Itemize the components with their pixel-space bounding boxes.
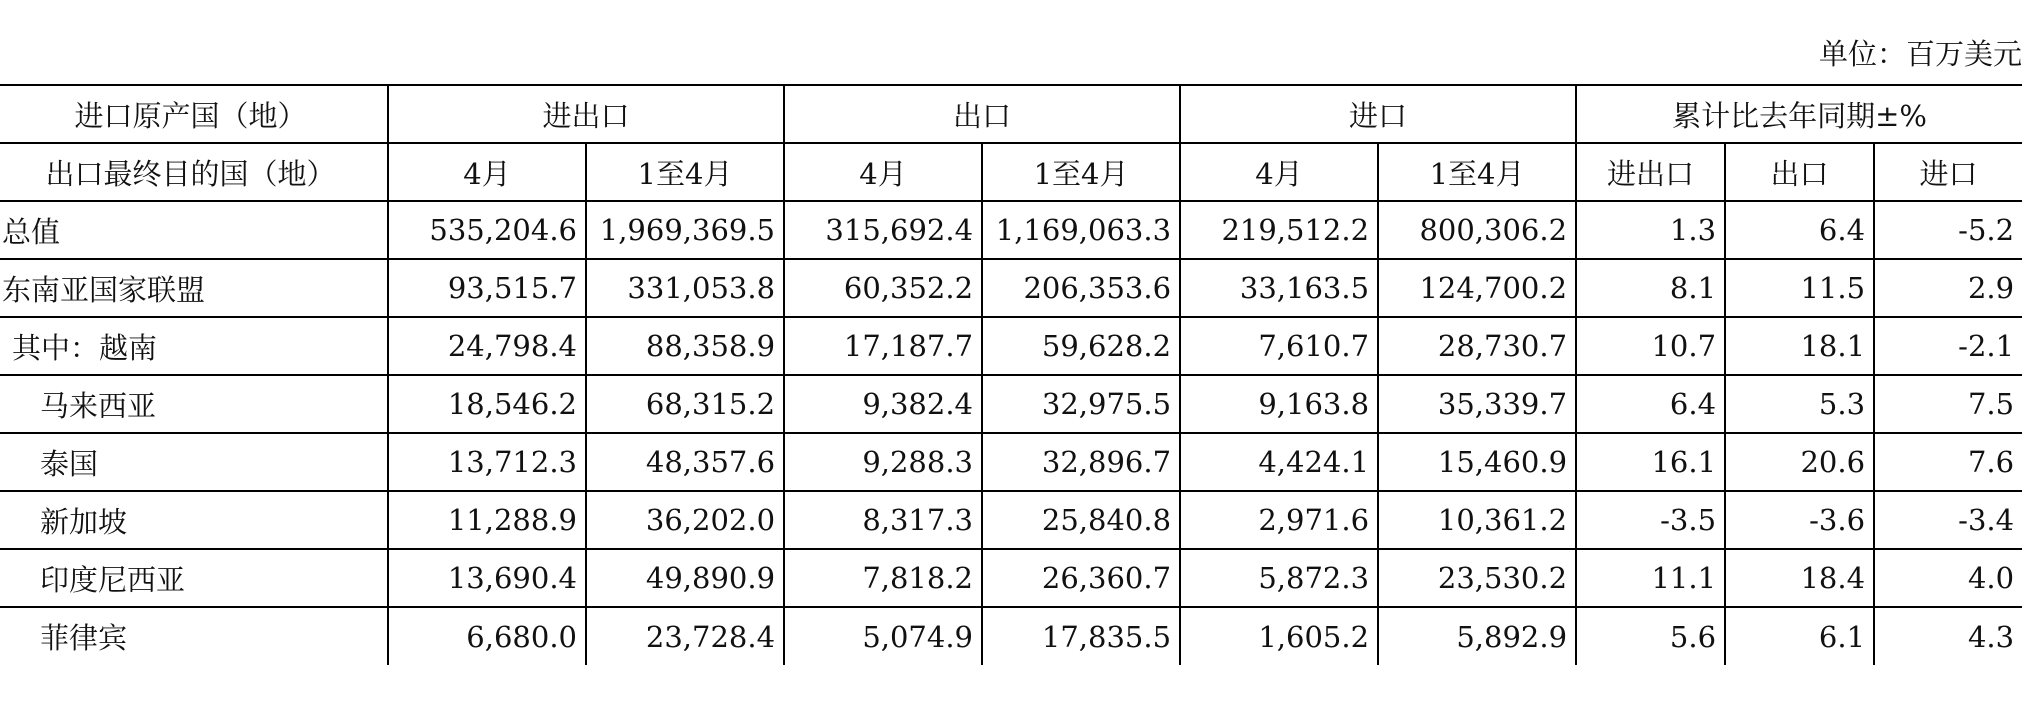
cell-value: 1.3: [1576, 201, 1725, 259]
cell-value: 68,315.2: [586, 375, 784, 433]
header-subcol: 1至4月: [1378, 143, 1576, 201]
cell-value: 28,730.7: [1378, 317, 1576, 375]
cell-value: 124,700.2: [1378, 259, 1576, 317]
cell-value: 23,530.2: [1378, 549, 1576, 607]
row-country: 菲律宾: [0, 607, 388, 665]
header-group-total-trade: 进出口: [388, 85, 784, 143]
cell-value: 1,169,063.3: [982, 201, 1180, 259]
trade-table: [0, 84, 2022, 665]
cell-value: -5.2: [1874, 201, 2022, 259]
header-subcol: 4月: [388, 143, 586, 201]
header-subcol: 4月: [1180, 143, 1378, 201]
cell-value: 10,361.2: [1378, 491, 1576, 549]
cell-value: 2,971.6: [1180, 491, 1378, 549]
table-row: [0, 491, 2022, 549]
cell-value: 6.4: [1576, 375, 1725, 433]
cell-value: 59,628.2: [982, 317, 1180, 375]
cell-value: 18.4: [1725, 549, 1874, 607]
table-row: [0, 201, 2022, 259]
cell-value: 9,288.3: [784, 433, 982, 491]
cell-value: 4.0: [1874, 549, 2022, 607]
table-row: [0, 607, 2022, 665]
table-row: [0, 549, 2022, 607]
cell-value: 60,352.2: [784, 259, 982, 317]
cell-value: 7.5: [1874, 375, 2022, 433]
cell-value: 17,187.7: [784, 317, 982, 375]
cell-value: 1,969,369.5: [586, 201, 784, 259]
header-group-yoy: 累计比去年同期±%: [1576, 85, 2022, 143]
cell-value: 7.6: [1874, 433, 2022, 491]
header-row-groups: [0, 85, 2022, 143]
cell-value: 206,353.6: [982, 259, 1180, 317]
cell-value: 16.1: [1576, 433, 1725, 491]
cell-value: 93,515.7: [388, 259, 586, 317]
cell-value: 7,610.7: [1180, 317, 1378, 375]
cell-value: 88,358.9: [586, 317, 784, 375]
cell-value: 5.6: [1576, 607, 1725, 665]
cell-value: 11.1: [1576, 549, 1725, 607]
cell-value: 10.7: [1576, 317, 1725, 375]
cell-value: 32,896.7: [982, 433, 1180, 491]
row-country: 其中：越南: [0, 317, 388, 375]
header-group-export: 出口: [784, 85, 1180, 143]
cell-value: 6.4: [1725, 201, 1874, 259]
table-row: [0, 317, 2022, 375]
header-country-destination: 出口最终目的国（地）: [0, 143, 388, 201]
cell-value: 49,890.9: [586, 549, 784, 607]
cell-value: 32,975.5: [982, 375, 1180, 433]
table-row: [0, 259, 2022, 317]
cell-value: 9,382.4: [784, 375, 982, 433]
row-country: 印度尼西亚: [0, 549, 388, 607]
cell-value: -2.1: [1874, 317, 2022, 375]
cell-value: 20.6: [1725, 433, 1874, 491]
cell-value: 11.5: [1725, 259, 1874, 317]
cell-value: 800,306.2: [1378, 201, 1576, 259]
row-country: 新加坡: [0, 491, 388, 549]
cell-value: 7,818.2: [784, 549, 982, 607]
cell-value: 6.1: [1725, 607, 1874, 665]
cell-value: -3.4: [1874, 491, 2022, 549]
cell-value: 23,728.4: [586, 607, 784, 665]
row-country: 东南亚国家联盟: [0, 259, 388, 317]
cell-value: 8,317.3: [784, 491, 982, 549]
header-country-origin: 进口原产国（地）: [0, 85, 388, 143]
cell-value: 4,424.1: [1180, 433, 1378, 491]
cell-value: 5,872.3: [1180, 549, 1378, 607]
unit-note: 单位：百万美元: [1818, 37, 2022, 71]
header-subcol: 进口: [1874, 143, 2022, 201]
cell-value: 17,835.5: [982, 607, 1180, 665]
row-country: 总值: [0, 201, 388, 259]
cell-value: 2.9: [1874, 259, 2022, 317]
cell-value: 5.3: [1725, 375, 1874, 433]
cell-value: 25,840.8: [982, 491, 1180, 549]
cell-value: 26,360.7: [982, 549, 1180, 607]
cell-value: 315,692.4: [784, 201, 982, 259]
cell-value: 18,546.2: [388, 375, 586, 433]
header-subcol: 出口: [1725, 143, 1874, 201]
cell-value: 35,339.7: [1378, 375, 1576, 433]
cell-value: 5,074.9: [784, 607, 982, 665]
cell-value: 1,605.2: [1180, 607, 1378, 665]
cell-value: 33,163.5: [1180, 259, 1378, 317]
cell-value: 6,680.0: [388, 607, 586, 665]
table-row: [0, 433, 2022, 491]
cell-value: 24,798.4: [388, 317, 586, 375]
cell-value: -3.5: [1576, 491, 1725, 549]
cell-value: 5,892.9: [1378, 607, 1576, 665]
header-subcol: 进出口: [1576, 143, 1725, 201]
header-subcol: 4月: [784, 143, 982, 201]
cell-value: 8.1: [1576, 259, 1725, 317]
cell-value: 219,512.2: [1180, 201, 1378, 259]
cell-value: 331,053.8: [586, 259, 784, 317]
cell-value: 13,690.4: [388, 549, 586, 607]
cell-value: 13,712.3: [388, 433, 586, 491]
row-country: 马来西亚: [0, 375, 388, 433]
cell-value: 48,357.6: [586, 433, 784, 491]
cell-value: 36,202.0: [586, 491, 784, 549]
header-subcol: 1至4月: [586, 143, 784, 201]
cell-value: 18.1: [1725, 317, 1874, 375]
cell-value: 11,288.9: [388, 491, 586, 549]
table-row: [0, 375, 2022, 433]
cell-value: -3.6: [1725, 491, 1874, 549]
header-subcol: 1至4月: [982, 143, 1180, 201]
header-group-import: 进口: [1180, 85, 1576, 143]
cell-value: 535,204.6: [388, 201, 586, 259]
cell-value: 15,460.9: [1378, 433, 1576, 491]
cell-value: 9,163.8: [1180, 375, 1378, 433]
header-row-subcols: [0, 143, 2022, 201]
cell-value: 4.3: [1874, 607, 2022, 665]
row-country: 泰国: [0, 433, 388, 491]
